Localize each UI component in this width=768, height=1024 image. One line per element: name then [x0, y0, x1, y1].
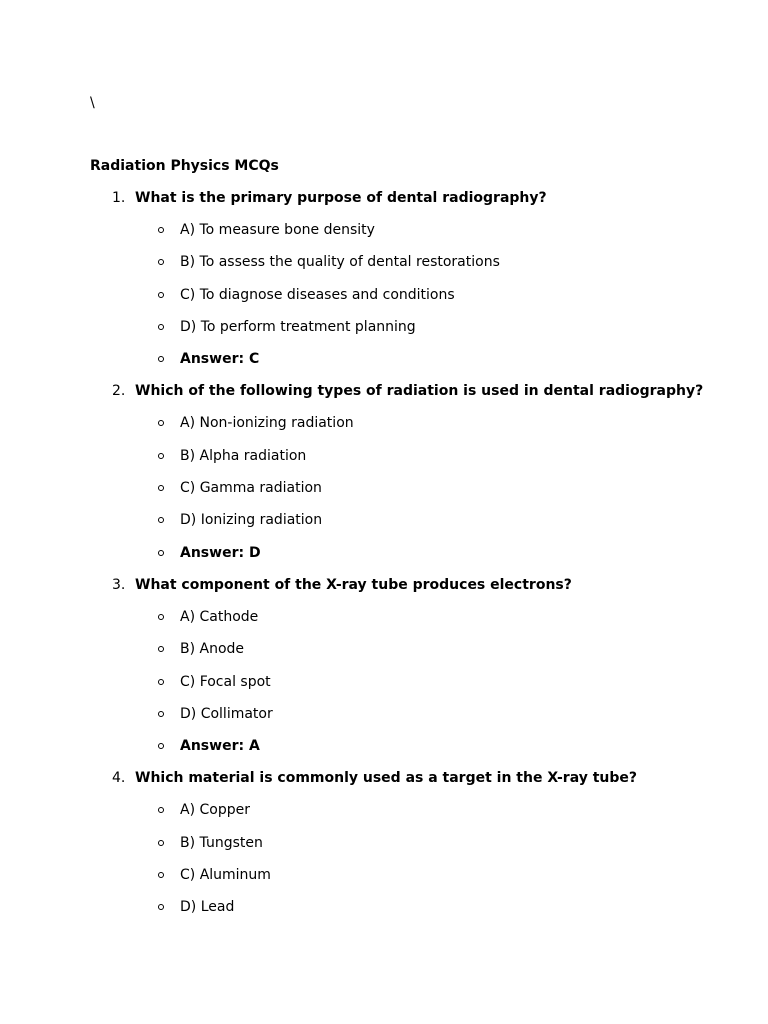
option-text: C) Gamma radiation: [180, 480, 322, 497]
page-title: Radiation Physics MCQs: [90, 158, 279, 174]
option-text: A) Copper: [180, 802, 250, 819]
option-row: [0, 447, 768, 479]
question-row: [0, 769, 768, 801]
option-row: [0, 834, 768, 866]
circle-bullet-icon: [158, 904, 164, 910]
circle-bullet-icon: [158, 292, 164, 298]
question-text: Which of the following types of radiation is used in dental radiography?: [135, 383, 704, 400]
question-text: What is the primary purpose of dental radiography?: [135, 190, 547, 206]
option-row: [0, 511, 768, 543]
option-row: [0, 640, 768, 672]
question-3: [0, 576, 768, 769]
option-row: [0, 414, 768, 446]
option-text: D) Collimator: [180, 705, 273, 722]
leading-mark: \: [90, 95, 95, 111]
option-row: [0, 286, 768, 318]
question-2: [0, 382, 768, 575]
option-text: B) Anode: [180, 641, 245, 658]
circle-bullet-icon: [158, 743, 164, 749]
circle-bullet-icon: [158, 259, 164, 265]
option-text: A) Non-ionizing radiation: [180, 415, 354, 432]
option-row: [0, 318, 768, 350]
circle-bullet-icon: [158, 711, 164, 717]
answer-row: [0, 350, 768, 382]
option-row: [0, 608, 768, 640]
option-text: C) Aluminum: [180, 867, 271, 884]
question-text: What component of the X-ray tube produces electrons?: [135, 576, 572, 593]
option-row: [0, 801, 768, 833]
question-list: [0, 189, 768, 931]
question-row: [0, 189, 768, 221]
circle-bullet-icon: [158, 485, 164, 491]
circle-bullet-icon: [158, 453, 164, 459]
answer-row: [0, 544, 768, 576]
option-row: [0, 898, 768, 930]
option-row: [0, 705, 768, 737]
question-number: 2.: [112, 383, 126, 400]
circle-bullet-icon: [158, 614, 164, 620]
option-text: B) Alpha radiation: [180, 447, 307, 464]
option-text: C) Focal spot: [180, 673, 271, 690]
circle-bullet-icon: [158, 646, 164, 652]
question-number: 3.: [112, 576, 126, 593]
question-number: 1.: [112, 190, 126, 206]
answer-text: Answer: D: [180, 544, 261, 561]
circle-bullet-icon: [158, 420, 164, 426]
question-4: [0, 769, 768, 930]
option-row: [0, 479, 768, 511]
answer-text: Answer: C: [180, 351, 260, 368]
circle-bullet-icon: [158, 840, 164, 846]
question-1: [0, 189, 768, 382]
circle-bullet-icon: [158, 356, 164, 362]
circle-bullet-icon: [158, 227, 164, 233]
circle-bullet-icon: [158, 324, 164, 330]
answer-row: [0, 737, 768, 769]
option-text: C) To diagnose diseases and conditions: [180, 286, 455, 303]
option-text: D) To perform treatment planning: [180, 318, 416, 335]
option-text: D) Ionizing radiation: [180, 512, 323, 529]
question-text: Which material is commonly used as a target in the X-ray tube?: [135, 770, 638, 787]
option-row: [0, 866, 768, 898]
circle-bullet-icon: [158, 807, 164, 813]
question-row: [0, 382, 768, 414]
option-row: [0, 221, 768, 253]
option-row: [0, 253, 768, 285]
option-text: A) Cathode: [180, 608, 259, 625]
option-text: A) To measure bone density: [180, 222, 375, 238]
answer-text: Answer: A: [180, 738, 260, 755]
option-text: B) To assess the quality of dental restorations: [180, 254, 500, 271]
option-text: D) Lead: [180, 899, 235, 916]
circle-bullet-icon: [158, 517, 164, 523]
circle-bullet-icon: [158, 872, 164, 878]
question-row: [0, 576, 768, 608]
circle-bullet-icon: [158, 550, 164, 556]
question-number: 4.: [112, 770, 126, 787]
option-text: B) Tungsten: [180, 834, 263, 851]
circle-bullet-icon: [158, 679, 164, 685]
option-row: [0, 673, 768, 705]
